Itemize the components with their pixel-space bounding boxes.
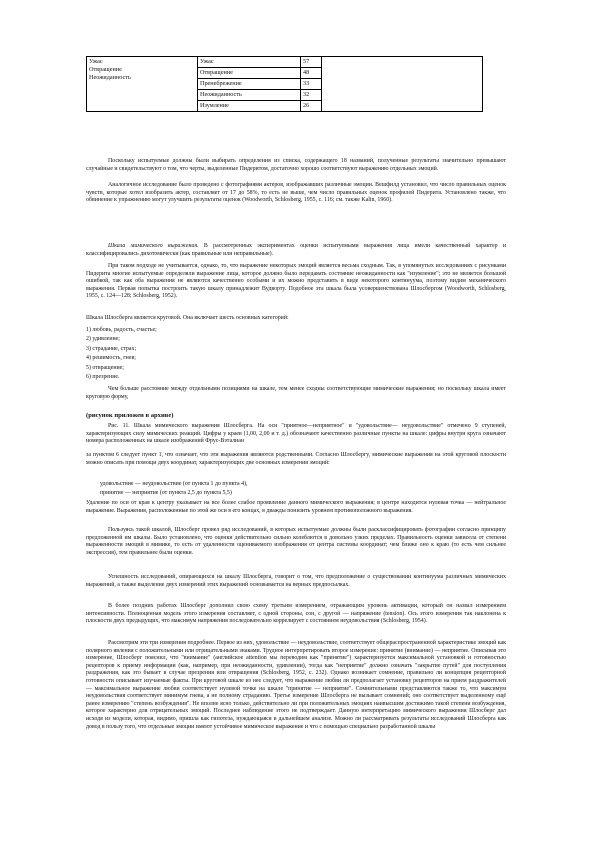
paragraph-scale-heading <box>86 243 506 258</box>
paragraph: за пунктом 6 следует пункт 1, что означает, что эти выражения являются родственными. Согласно Шлосбергу, мимические выражения на этой круговой плоскости можно описать при помощи двух координат, характеризующих две основных измерения эмоций: <box>86 452 506 466</box>
table-cell-label: Отвращение <box>198 68 301 79</box>
paragraph: Удаление по оси от края к центру указывает на все более слабое проявление данного мимического выражения; в центре находится нулевая точка — нейтральное выражение. Выражения, расположенные по этой же оси в его концах, в дважды понизить уровнем противоположного выражения. <box>86 500 506 514</box>
paragraph: Пользуясь такой шкалой, Шлосберг провел ряд исследований, в которых испытуемые должны были расклассифицировать фотографии согласно принципу предложенной им шкалы. Было установлено, что оценки действительно сильно колеблются в довольно узких пределах. Правильность оценки зависела от степени выраженности эмоций в мимике, то есть от удаленности оцениваемого изображения от центра системы координат; чем ближе оно к краю (то есть чем сильнее экспрессия), тем правильнее были оценки. <box>86 527 506 556</box>
section-heading: Шкала мимического выражения. <box>108 243 199 249</box>
table-cell-label: Пренебрежение <box>198 79 301 90</box>
category-list <box>86 326 506 382</box>
table-cell-label: Неожиданность <box>198 90 301 101</box>
paragraph: Шкала Шлосберга является круговой. Она включает шесть основных категорий: <box>86 315 289 321</box>
list-item: 4) решимость, гнев; <box>86 355 136 362</box>
paragraph: Поскольку испытуемые должны были выбирать определения из списка, содержащего 18 названий, полученные результаты значительно превышают случайные и свидетельствуют о том, что черты, выделенные Пидеритом, достаточно хорошо соответствуют выражению отдельных эмоций. <box>86 158 506 172</box>
table-cell-value: 48 <box>301 68 322 79</box>
left-col-item: Ужас <box>89 58 103 65</box>
table-left-column <box>87 57 198 112</box>
paragraph: В более поздних работах Шлосберг дополнил свою схему третьим измерением, отражающим уровень активации, который он назвал измерением интенсивности. Полноценная модель этого измерения составляет, с одной стороны, сон, с другой — напряжение (tension). Ось этого измерения так наклонена к плоскости двух предыдущих, что максимум напряжения последовательно коррелирует с состоянием неудовольствия (Schlosberg, 1954). <box>86 603 506 625</box>
table-cell-label: Ужас <box>198 57 301 68</box>
table-empty-column <box>322 57 483 112</box>
list-item: 2) удивление; <box>86 336 120 343</box>
list-item: 3) страдание, страх; <box>86 345 137 352</box>
section-text: В рассмотренных экспериментах оценки испытуемыми выражения лица имели качественный характер и классифицировались дихотомически (как правильные или неправильные). <box>86 243 506 257</box>
coordinate-line: удовольствие — неудовольствие (от пункта 1 до пункта 4), <box>100 481 248 487</box>
table-cell-value: 32 <box>301 90 322 101</box>
list-item: 5) отвращение; <box>86 364 124 371</box>
table-cell-value: 57 <box>301 57 322 68</box>
emotion-frequency-table <box>86 56 483 112</box>
left-col-item: Отвращение <box>89 66 122 73</box>
list-item: 6) презрение. <box>86 374 120 381</box>
table-cell-value: 26 <box>301 101 322 112</box>
paragraph: Аналогичное исследование было проведено с фотографиями актеров, изображавших различные эмоции. Вешфилд установил, что число правильных оценок чувств, которые хотел изобразить актер, составляет от 17 до 58%, то есть не выше, чем число правильных оценок профилей Пидерита. Установлено также, что обвинение к упражнению могут улучшить результаты оценок (Woodworth, Schlosberg, 1955, с. 116; см. также Kalin, 1960). <box>86 182 506 204</box>
figure-note: (рисунок приложен в архиве) <box>86 412 174 419</box>
paragraph: Чем больше расстояние между отдельными позициями на шкале, тем менее сходны соответствующие мимические выражения; но поскольку шкала имеет круговую форму, <box>86 386 506 400</box>
coordinate-line: принятие — неприятие (от пункта 2,5 до пункта 5,5) <box>100 490 232 496</box>
paragraph: Успешность исследований, опирающихся на шкалу Шлосберга, говорит о том, что предположение о существовании континуума различных мимических выражений, а также выделение двух измерений этих выражений основывается на верных предпосылках. <box>86 574 506 588</box>
left-col-item: Неожиданность <box>89 74 131 81</box>
table-cell-label: Изумление <box>198 101 301 112</box>
figure-caption: Рис. 11. Шкала мимического выражения Шлосберга. На оси "приятное—неприятное" и "удовольствие— неудовольствие" отмечено 9 ступеней, характеризующих силу мимических реакций. Цифры у краев (1,00, 2,00 и т. д.) обозначают качественно различные пункты на шкале: цифры внутри круга означают номера расположенных на шкале изображений Фрус-Вэталиан <box>86 423 506 445</box>
paragraph: При таком подходе не учитывается, однако, то, что выражение некоторых эмоций является весьма сходным. Так, в упомянутых исследованиях с рисунками Пидерита многие испытуемые определяли выражение лица, которое должно было передавать состояние неожиданности как "изумление"; это не является большой ошибкой, так как оба выражения не являются качественно особыми и их можно представить в виде некоторого континуума, поэтому видим механического выражения. Первая попытка построить такую шкалу принадлежит Вудворту. Подобное эта шкала была усовершенствована Шлосбергом (Woodworth, Schlosberg, 1955, с. 124—128; Schlosberg, 1952). <box>86 263 506 300</box>
list-item: 1) любовь, радость, счастье; <box>86 327 157 333</box>
table-cell-value: 33 <box>301 79 322 90</box>
paragraph: Рассмотрим эти три измерения подробнее. Первое из них, удовольствие — неудовольствие, соответствует общераспространенной характеристике эмоций как полярного явления с положительными или отрицательными знаками. Трудное интерпретировать второе измерение: принятие (внимание) — неприятие. Описывая это измерение, Шлосберг пояснил, что "внимание" (английское attention мы переводим как "принятие") характеризуется максимальной установкой и готовностью рецепторов к приему информации (как, например, при неожиданности, удивлении), тогда как "неприятие" должно означать "закрытие путей" для поступления раздражения, как это бывает в случае презрения или отвращения (Schlosberg, 1952, с. 232). Однако возникает сомнение, правильно ли концепция рецепторной готовности описывает изучаемые факты. При круговой шкале из нее следует, что выражение любви ли предполагает установку рецепторов на прием раздражителей — максимальное выражение любви соответствует нулевой точке на шкале "принятие — неприятие". Сомнительными представляются также то, что максимум неудовольствия соответствует минимум гнева, а не полному страданию. Третье измерение Шлосберга не вызывает сомнений; оно соответствует выделенному ещё ранее измерению "степень возбуждения". Не вполне ясно только, действительно ли при положительных эмоциях наивысшим достижимо такой степени возбуждения, которое характерно для отрицательных эмоций. Последнее наблюдение этого не подтверждает. Данную интерпретацию мимического выражения Шлосберг дал исходя из модели, которая, видимо, пришла как гипотеза, нуждающаяся в дальнейшем анализе. Можно ли рассматривать результаты исследований Шлосберга как довод в пользу того, что отдельные эмоции имеют устойчивое мимическое выражение и что с помощью специально разработанной шкалы <box>86 640 506 730</box>
